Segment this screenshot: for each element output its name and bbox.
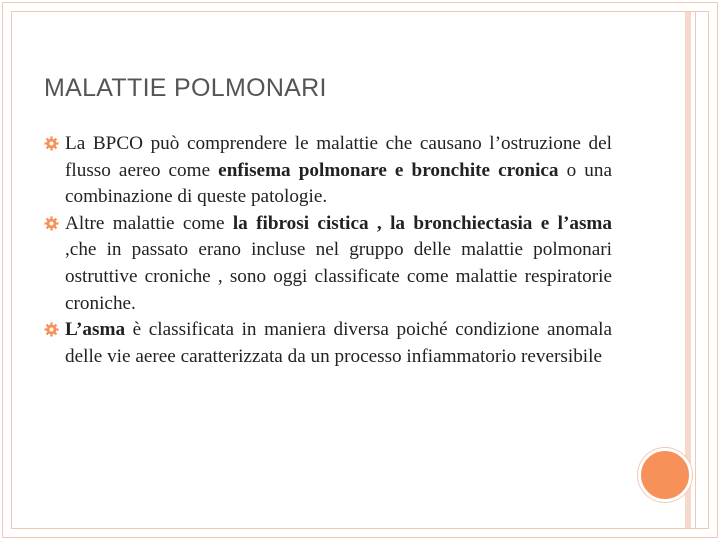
side-decoration-line	[695, 12, 696, 528]
bullet-text-segment: La BPCO può comprendere le malattie che causano l’ostruzione del flusso aereo come	[65, 133, 612, 181]
side-decoration-stripe	[685, 12, 691, 528]
bullet-text-bold: L’asma	[65, 319, 126, 341]
bullet-text-segment: ,che in passato erano incluse nel gruppo delle malattie polmonari ostruttive croniche , sono oggi classificate come malattie respiratorie croniche.	[65, 239, 612, 314]
slide-title: MALATTIE POLMONARI	[44, 74, 327, 102]
bullet-text	[65, 213, 612, 314]
bullet-text-segment: o una combinazione di queste patologie.	[65, 159, 612, 208]
bullet-text-bold: enfisema polmonare e bronchite cronica	[218, 159, 559, 181]
gear-icon	[44, 136, 59, 151]
bullet-text	[65, 319, 612, 367]
bullet-item	[44, 317, 612, 370]
bullet-text-bold: la fibrosi cistica , la bronchiectasia e l’asma	[232, 212, 612, 234]
bullet-text	[65, 133, 612, 207]
bullet-item	[44, 131, 612, 211]
decorative-circle	[638, 448, 692, 502]
bullet-list	[44, 131, 612, 370]
gear-icon	[44, 216, 59, 231]
bullet-text-segment: è classificata in maniera diversa poiché condizione anomala delle vie aeree caratterizzata da un processo infiammatorio reversibile	[65, 319, 612, 367]
bullet-text-segment: Altre malattie come	[65, 212, 233, 234]
gear-icon	[44, 322, 59, 337]
bullet-item	[44, 211, 612, 317]
